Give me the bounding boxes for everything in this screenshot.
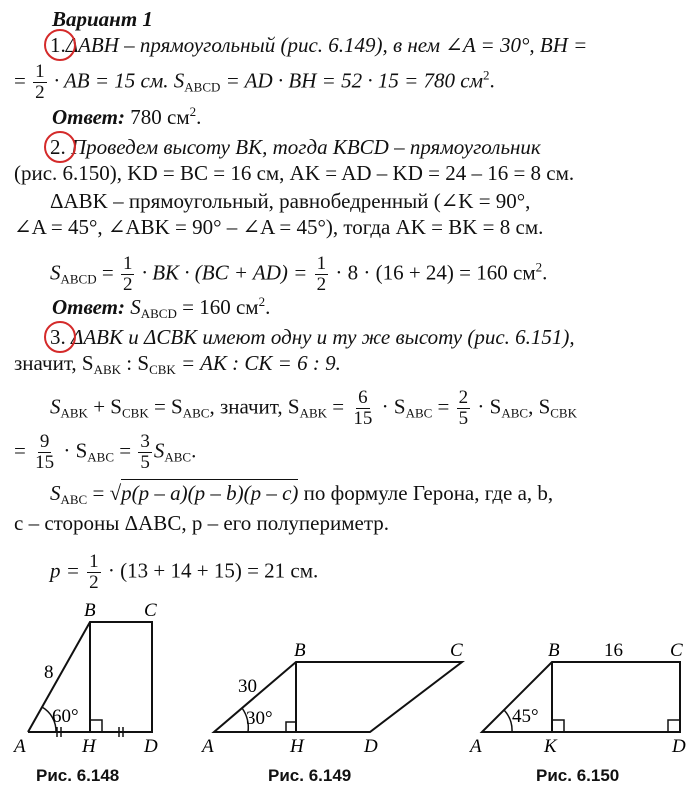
problem-2-line-1: 2. Проведем высоту BK, тогда KBCD – прямоугольник — [50, 134, 541, 160]
variant-header: Вариант 1 — [52, 7, 153, 31]
side-label: 8 — [44, 662, 54, 683]
problem-2-number: 2. — [50, 134, 66, 160]
problem-3-line-7: p = $\frac{1}{2}$ · (13 + 14 + 15) = 21 см. — [50, 551, 319, 593]
problem-3-line-3: $S_{ABK} + S_{CBK} = S_{ABC}$, значит, $S_{ABK}$ = $\frac{6}{15}$ · $S_{ABC}$ = $\frac{2}{5}$ · $S_{ABC}$, $S_{CBK}$ — [50, 387, 577, 429]
fraction: $\frac{1}{2}$ — [35, 61, 45, 103]
red-circle-mark — [44, 131, 76, 163]
angle-label: 30° — [246, 708, 273, 729]
label-B: B — [548, 640, 560, 661]
label-B: B — [84, 600, 96, 621]
figure-6-149 — [200, 598, 475, 758]
problem-3-line-6: c – стороны ΔABC, p – его полупериметр. — [14, 511, 390, 535]
angle-label: 45° — [512, 706, 539, 727]
problem-3-number: 3. — [50, 324, 66, 350]
label-C: C — [144, 600, 157, 621]
figure-6-148 — [10, 598, 180, 758]
problem-1-line-1: 1.ΔABH – прямоугольный (рис. 6.149), в нем ∠A = 30°, BH = — [50, 32, 587, 58]
label-A: A — [14, 736, 26, 757]
caption-6-150: Рис. 6.150 — [536, 766, 620, 785]
problem-3-heron-formula: $S_{ABC} = √p(p - a)(p - b)(p - c)$ по формуле Герона, где a, b, — [50, 481, 554, 507]
problem-3-line-4: = $\frac{9}{15}$ · $S_{ABC}$ = $\frac{3}{5}$ $S_{ABC}$. — [14, 431, 197, 473]
label-K: K — [544, 736, 557, 757]
red-circle-mark — [44, 321, 76, 353]
side-label: 30 — [238, 676, 257, 697]
problem-3-line-2: значит, $S_{ABK}$ : $S_{CBK}$ = AK : CK = 6 : 9. — [14, 351, 341, 377]
figure-6-150 — [468, 598, 698, 758]
problem-2-formula: $S_{ABCD}$ = $\frac{1}{2}$ · BK · (BC + AD) = $\frac{1}{2}$ · 8 · (16 + 24) = 160 $см^2$. — [50, 253, 548, 295]
top-side-label: 16 — [604, 640, 623, 661]
label-D: D — [144, 736, 158, 757]
problem-3-line-1: 3. ΔABK и ΔCBK имеют одну и ту же высоту (рис. 6.151), — [50, 324, 575, 350]
label-H: H — [290, 736, 304, 757]
red-circle-mark — [44, 29, 76, 61]
caption-6-148: Рис. 6.148 — [36, 766, 120, 785]
label-C: C — [670, 640, 683, 661]
problem-1-number: 1. — [50, 32, 66, 58]
problem-2-answer: Ответ: $S_{ABCD} = 160$ $см^2$. — [52, 294, 271, 321]
problem-2-line-2: (рис. 6.150), KD = BC = 16 см, AK = AD – KD = 24 – 16 = 8 см. — [14, 161, 575, 185]
problem-2-line-3: ΔABK – прямоугольный, равнобедренный (∠K = 90°, — [50, 189, 531, 213]
angle-label: 60° — [52, 706, 79, 727]
label-H: H — [82, 736, 96, 757]
problem-2-line-4: ∠A = 45°, ∠ABK = 90° – ∠A = 45°), тогда AK = BK = 8 см. — [14, 215, 544, 239]
label-B: B — [294, 640, 306, 661]
label-A: A — [202, 736, 214, 757]
label-A: A — [470, 736, 482, 757]
label-D: D — [364, 736, 378, 757]
caption-6-149: Рис. 6.149 — [268, 766, 352, 785]
label-D: D — [672, 736, 686, 757]
problem-1-answer: Ответ: 780 $см^2$. — [52, 104, 202, 129]
problem-1-line-2: = $\frac{1}{2}$ · AB = 15 см. $S_{ABCD}$ = AD · BH = 52 · 15 = 780 $см^2$. — [14, 61, 495, 103]
label-C: C — [450, 640, 463, 661]
